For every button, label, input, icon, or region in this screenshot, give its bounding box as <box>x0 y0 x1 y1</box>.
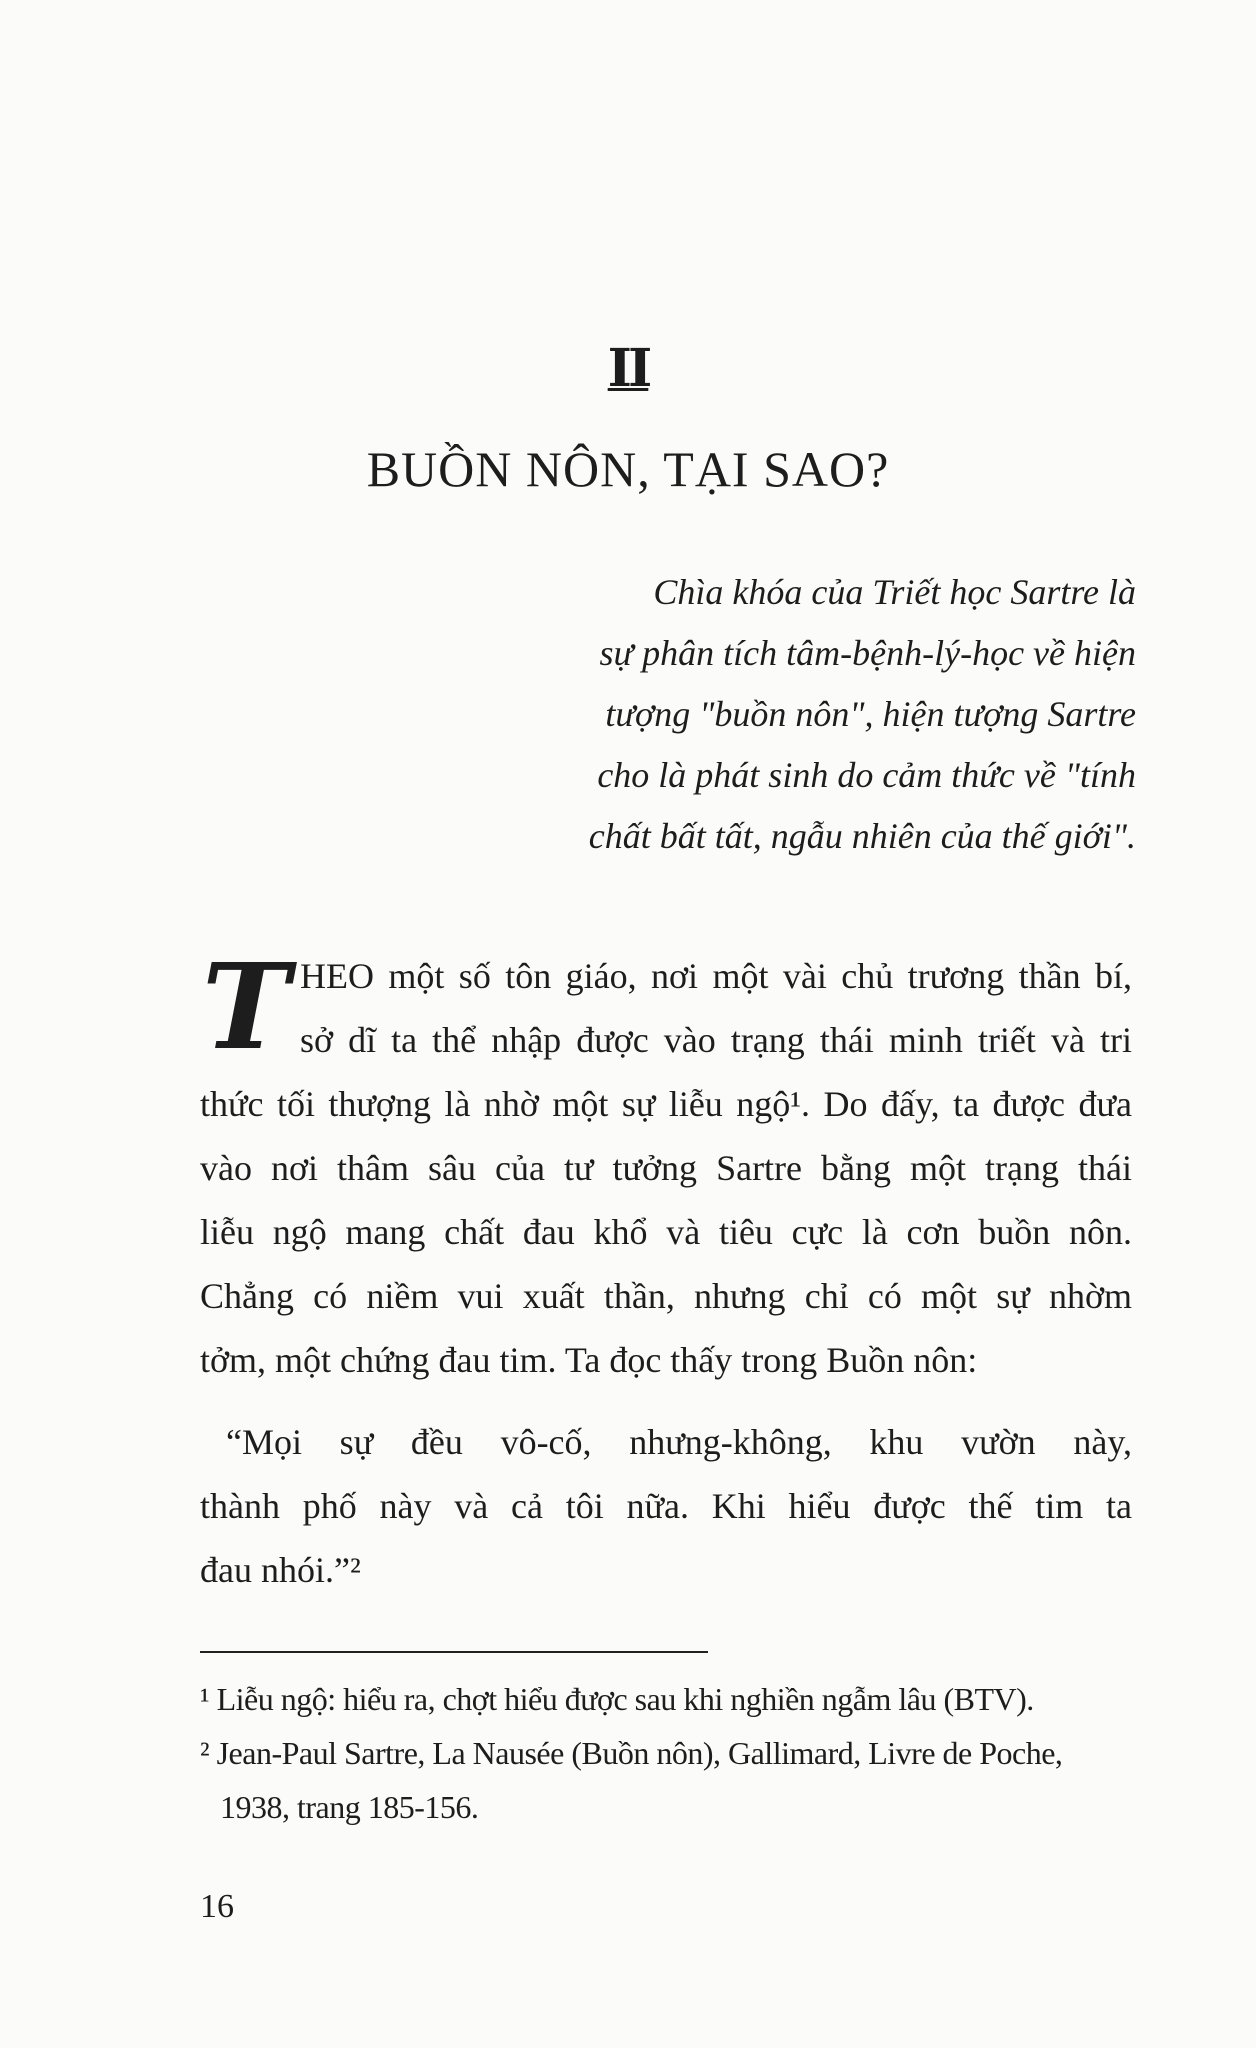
footnote: ¹ Liễu ngộ: hiểu ra, chợt hiểu được sau khi nghiền ngẫm lâu (BTV). <box>200 1681 1034 1717</box>
epigraph-line: Chìa khóa của Triết học Sartre là <box>653 572 1136 612</box>
quote-line: đau nhói.”² <box>200 1550 361 1590</box>
quote-paragraph <box>200 1410 1132 1602</box>
footnote-divider <box>200 1651 708 1653</box>
body-paragraph <box>200 937 1132 1392</box>
quote-line: “Mọi sự đều vô-cố, nhưng-không, khu vườn này, <box>226 1422 1132 1462</box>
paragraph-line: thức tối thượng là nhờ một sự liễu ngộ¹. Do đấy, ta được đưa <box>200 1084 1132 1124</box>
paragraph-line: vào nơi thâm sâu của tư tưởng Sartre bằng một trạng thái <box>200 1148 1132 1188</box>
paragraph-line: sở dĩ ta thể nhập được vào trạng thái minh triết và tri <box>300 1020 1132 1060</box>
chapter-number: II <box>607 338 649 399</box>
drop-cap: T <box>202 937 290 1076</box>
epigraph-line: tượng "buồn nôn", hiện tượng Sartre <box>605 694 1136 734</box>
epigraph <box>540 562 1136 867</box>
page-number: 16 <box>200 1888 234 1925</box>
epigraph-line: cho là phát sinh do cảm thức về "tính <box>597 755 1136 795</box>
footnote: ² Jean-Paul Sartre, La Nausée (Buồn nôn), Gallimard, Livre de Poche, <box>200 1735 1063 1771</box>
epigraph-line: chất bất tất, ngẫu nhiên của thế giới". <box>588 816 1136 856</box>
epigraph-line: sự phân tích tâm-bệnh-lý-học về hiện <box>599 633 1136 673</box>
footnote-continuation: 1938, trang 185-156. <box>220 1789 479 1825</box>
quote-line: thành phố này và cả tôi nữa. Khi hiểu được thế tim ta <box>200 1486 1132 1526</box>
chapter-title: BUỒN NÔN, TẠI SAO? <box>366 441 890 497</box>
paragraph-line: tởm, một chứng đau tim. Ta đọc thấy trong Buồn nôn: <box>200 1340 978 1380</box>
paragraph-line: Chẳng có niềm vui xuất thần, nhưng chỉ có một sự nhờm <box>200 1276 1132 1316</box>
paragraph-line: HEO một số tôn giáo, nơi một vài chủ trương thần bí, <box>300 956 1132 996</box>
paragraph-line: liễu ngộ mang chất đau khổ và tiêu cực là cơn buồn nôn. <box>200 1212 1132 1252</box>
footnotes <box>200 1672 1132 1834</box>
